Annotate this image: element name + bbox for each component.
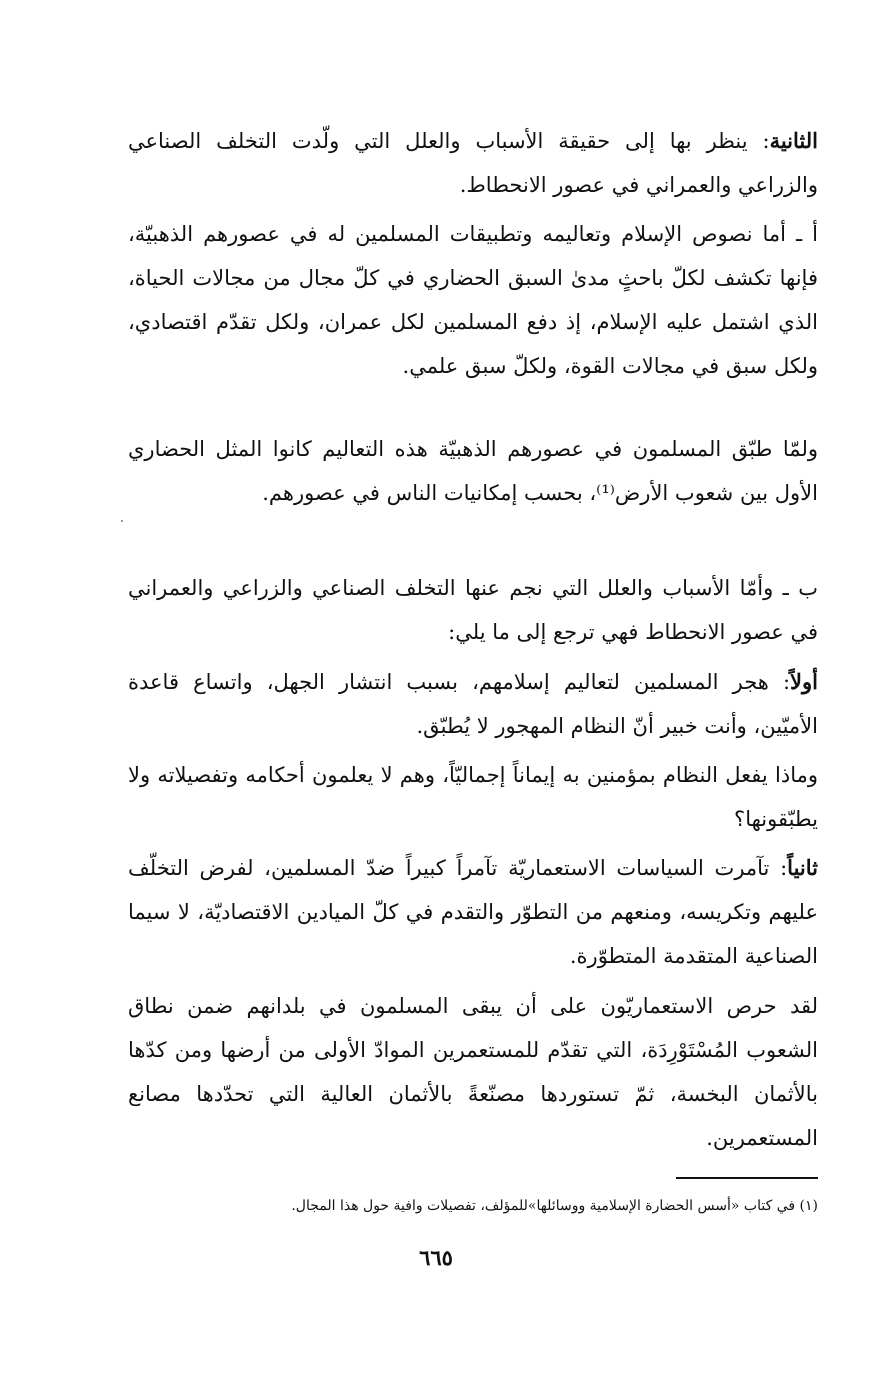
paragraph-4 (128, 566, 818, 654)
paragraph-6 (128, 753, 818, 841)
paragraph-8 (128, 984, 818, 1160)
paragraph-5 (128, 660, 818, 748)
paragraph-text: : تآمرت السياسات الاستعماريّة تآمراً كبيراً ضدّ المسلمين، لفرض التخلّف عليهم وتكريسه، ومنعهم من التطوّر والتقدم في كلّ الميادين الاقتصاديّة، لا سيما الصناعية المتقدمة المتطوّرة. (128, 856, 818, 968)
paragraph-1 (128, 119, 818, 207)
paragraph-text: : هجر المسلمين لتعاليم إسلامهم، بسبب انتشار الجهل، واتساع قاعدة الأميّين، وأنت خبير أنّ النظام المهجور لا يُطبّق. (128, 670, 818, 738)
page-number: ٦٦٥ (419, 1245, 453, 1270)
paragraph-text: : ينظر بها إلى حقيقة الأسباب والعلل التي ولّدت التخلف الصناعي والزراعي والعمراني في عصور الانحطاط. (128, 129, 818, 197)
paragraph-7 (128, 846, 818, 978)
paragraph-text: لقد حرص الاستعماريّون على أن يبقى المسلمون في بلدانهم ضمن نطاق الشعوب المُسْتَوْرِدَة، التي تقدّم للمستعمرين الموادّ الأولى من أرضها ومن كدّها بالأثمان البخسة، ثمّ تستوردها مصنّعةً بالأثمان العالية التي تحدّدها مصانع المستعمرين. (128, 994, 818, 1150)
paragraph-text: أ ـ أما نصوص الإسلام وتعاليمه وتطبيقات المسلمين له في عصورهم الذهبيّة، فإنها تكشف لكلّ باحثٍ مدىٰ السبق الحضاري في كلّ مجال من مجالات الحياة، الذي اشتمل عليه الإسلام، إذ دفع المسلمين لكل عمران، ولكل تقدّم اقتصادي، ولكل سبق في مجالات القوة، ولكلّ سبق علمي. (128, 222, 818, 378)
paragraph-lead: ثانياً (787, 855, 818, 880)
paragraph-2 (128, 212, 818, 388)
footnote: (١) في كتاب «أسس الحضارة الإسلامية ووسائلها»للمؤلف، تفصيلات وافية حول هذا المجال. (291, 1198, 818, 1214)
paragraph-lead: الثانية (769, 128, 818, 153)
paragraph-text: وماذا يفعل النظام بمؤمنين به إيماناً إجماليّاً، وهم لا يعلمون أحكامه وتفصيلاته ولا يطبّقونها؟ (128, 763, 818, 831)
paragraph-text: ولمّا طبّق المسلمون في عصورهم الذهبيّة هذه التعاليم كانوا المثل الحضاري الأول بين شعوب الأرض⁽¹⁾، بحسب إمكانيات الناس في عصورهم. (128, 437, 818, 505)
scan-speck (121, 520, 123, 522)
paragraph-3 (128, 427, 818, 515)
paragraph-lead: أولاً (790, 669, 818, 694)
footnote-divider (676, 1177, 818, 1179)
paragraph-text: ب ـ وأمّا الأسباب والعلل التي نجم عنها التخلف الصناعي والزراعي والعمراني في عصور الانحطاط فهي ترجع إلى ما يلي: (128, 576, 818, 644)
